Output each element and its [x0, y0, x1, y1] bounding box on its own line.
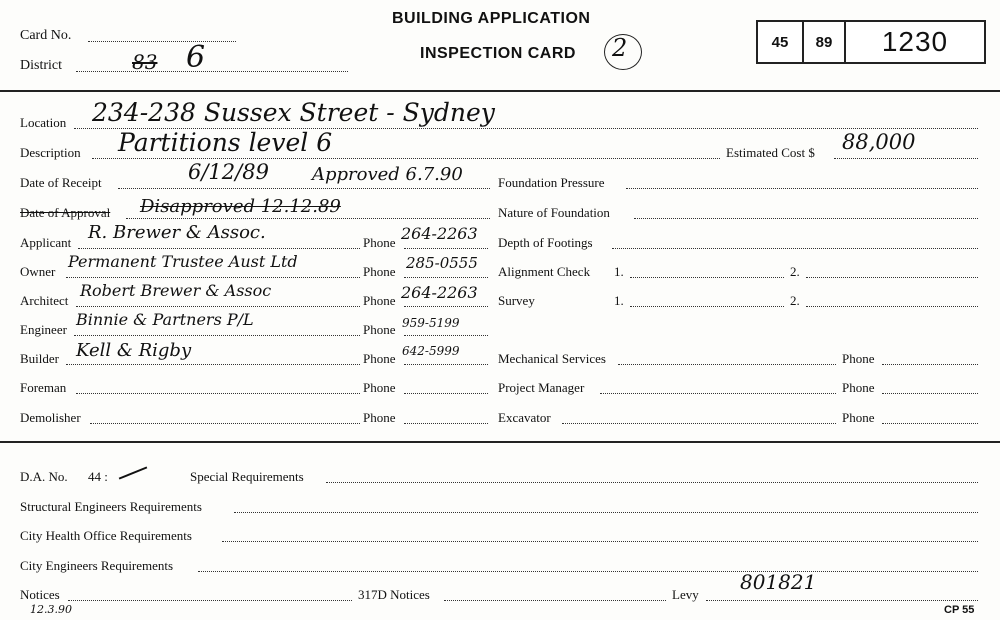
engineer-line [74, 335, 360, 336]
project-manager-phone-line [882, 393, 978, 394]
card-no-label: Card No. [20, 28, 72, 43]
foundation-pressure-line [626, 188, 978, 189]
foreman-phone-label: Phone [363, 380, 396, 395]
approved-value: Approved 6.7.90 [312, 164, 463, 185]
applicant-label: Applicant [20, 235, 72, 250]
alignment-one-line [630, 277, 784, 278]
applicant-phone: 264-2263 [401, 224, 478, 243]
excavator-label: Excavator [498, 410, 551, 425]
demolisher-line [90, 423, 360, 424]
project-manager-line [600, 393, 836, 394]
excavator-line [562, 423, 836, 424]
builder-phone-line [404, 364, 488, 365]
description-line [92, 158, 720, 159]
survey-one-label: 1. [614, 293, 624, 308]
description-value: Partitions level 6 [118, 128, 333, 157]
builder-line [66, 364, 360, 365]
builder-phone: 642-5999 [402, 344, 460, 358]
survey-one-line [630, 306, 784, 307]
mechanical-phone-label: Phone [842, 351, 875, 366]
district-value: 6 [186, 40, 206, 75]
project-manager-label: Project Manager [498, 380, 585, 395]
owner-phone-line [404, 277, 488, 278]
owner-label: Owner [20, 264, 56, 279]
ref-number: 1230 [881, 26, 949, 57]
engineer-label: Engineer [20, 322, 67, 337]
middle-rule [0, 441, 1000, 443]
structural-label: Structural Engineers Requirements [20, 499, 202, 514]
applicant-value: R. Brewer & Assoc. [88, 222, 266, 243]
depth-footings-line [612, 248, 978, 249]
alignment-two-line [806, 277, 978, 278]
date-receipt-value: 6/12/89 [188, 160, 269, 184]
foreman-phone-line [404, 393, 488, 394]
builder-phone-label: Phone [363, 351, 396, 366]
engineer-phone-line [404, 335, 488, 336]
applicant-line [78, 248, 360, 249]
mechanical-line [618, 364, 836, 365]
special-requirements-label: Special Requirements [190, 469, 304, 484]
builder-value: Kell & Rigby [76, 340, 192, 361]
date-receipt-line [118, 188, 490, 189]
estimated-cost-value: 88,000 [842, 130, 916, 154]
date-approval-struck: Disapproved 12.12.89 [140, 196, 341, 217]
form-code: CP 55 [944, 604, 975, 616]
survey-label: Survey [498, 293, 535, 308]
date-receipt-label: Date of Receipt [20, 175, 102, 190]
levy-line [706, 600, 978, 601]
city-health-label: City Health Office Requirements [20, 528, 192, 543]
footer-date: 12.3.90 [30, 603, 72, 616]
nature-foundation-line [634, 218, 978, 219]
mechanical-label: Mechanical Services [498, 351, 606, 366]
builder-label: Builder [20, 351, 59, 366]
notices-317d-line [444, 600, 666, 601]
city-engineers-label: City Engineers Requirements [20, 558, 174, 573]
foreman-label: Foreman [20, 380, 67, 395]
architect-label: Architect [20, 293, 69, 308]
excavator-phone-line [882, 423, 978, 424]
city-health-line [222, 541, 978, 542]
survey-two-line [806, 306, 978, 307]
title-line2: INSPECTION CARD [420, 45, 576, 62]
location-label: Location [20, 115, 67, 130]
reference-box [756, 20, 986, 64]
architect-phone-label: Phone [363, 293, 396, 308]
description-label: Description [20, 145, 81, 160]
special-requirements-line [326, 482, 978, 483]
alignment-two-label: 2. [790, 264, 800, 279]
excavator-phone-label: Phone [842, 410, 875, 425]
mechanical-phone-line [882, 364, 978, 365]
notices-317d-label: 317D Notices [358, 587, 430, 602]
owner-value: Permanent Trustee Aust Ltd [68, 252, 298, 271]
top-rule [0, 90, 1000, 92]
notices-label: Notices [20, 587, 60, 602]
owner-line [66, 277, 360, 278]
levy-value: 801821 [740, 570, 817, 594]
city-engineers-line [198, 571, 978, 572]
district-label: District [20, 58, 62, 73]
engineer-phone: 959-5199 [402, 316, 460, 330]
applicant-phone-label: Phone [363, 235, 396, 250]
foreman-line [76, 393, 360, 394]
estimated-cost-label: Estimated Cost $ [726, 145, 815, 160]
depth-footings-label: Depth of Footings [498, 235, 593, 250]
engineer-value: Binnie & Partners P/L [76, 310, 254, 329]
ref-b: 89 [815, 33, 833, 51]
alignment-check-label: Alignment Check [498, 264, 591, 279]
date-approval-label: Date of Approval [20, 205, 111, 220]
architect-phone-line [404, 306, 488, 307]
architect-phone: 264-2263 [401, 283, 478, 302]
da-tick-mark [119, 466, 148, 479]
architect-line [76, 306, 360, 307]
levy-label: Levy [672, 587, 699, 602]
structural-line [234, 512, 978, 513]
district-line [76, 71, 348, 72]
da-no-value: 44 : [88, 469, 108, 484]
title-line1: BUILDING APPLICATION [392, 10, 591, 27]
survey-two-label: 2. [790, 293, 800, 308]
demolisher-phone-line [404, 423, 488, 424]
demolisher-phone-label: Phone [363, 410, 396, 425]
alignment-one-label: 1. [614, 264, 624, 279]
applicant-phone-line [404, 248, 488, 249]
project-manager-phone-label: Phone [842, 380, 875, 395]
estimated-cost-line [834, 158, 978, 159]
architect-value: Robert Brewer & Assoc [80, 281, 272, 300]
district-struck-value: 83 [132, 50, 158, 74]
location-value: 234-238 Sussex Street - Sydney [92, 98, 495, 127]
owner-phone-label: Phone [363, 264, 396, 279]
circled-number: 2 [612, 34, 628, 62]
date-approval-line [126, 218, 490, 219]
demolisher-label: Demolisher [20, 410, 81, 425]
da-no-label: D.A. No. [20, 469, 68, 484]
nature-foundation-label: Nature of Foundation [498, 205, 610, 220]
owner-phone: 285-0555 [406, 254, 478, 272]
foundation-pressure-label: Foundation Pressure [498, 175, 605, 190]
notices-line [68, 600, 352, 601]
engineer-phone-label: Phone [363, 322, 396, 337]
card-no-line [88, 41, 236, 42]
ref-a: 45 [771, 33, 789, 51]
